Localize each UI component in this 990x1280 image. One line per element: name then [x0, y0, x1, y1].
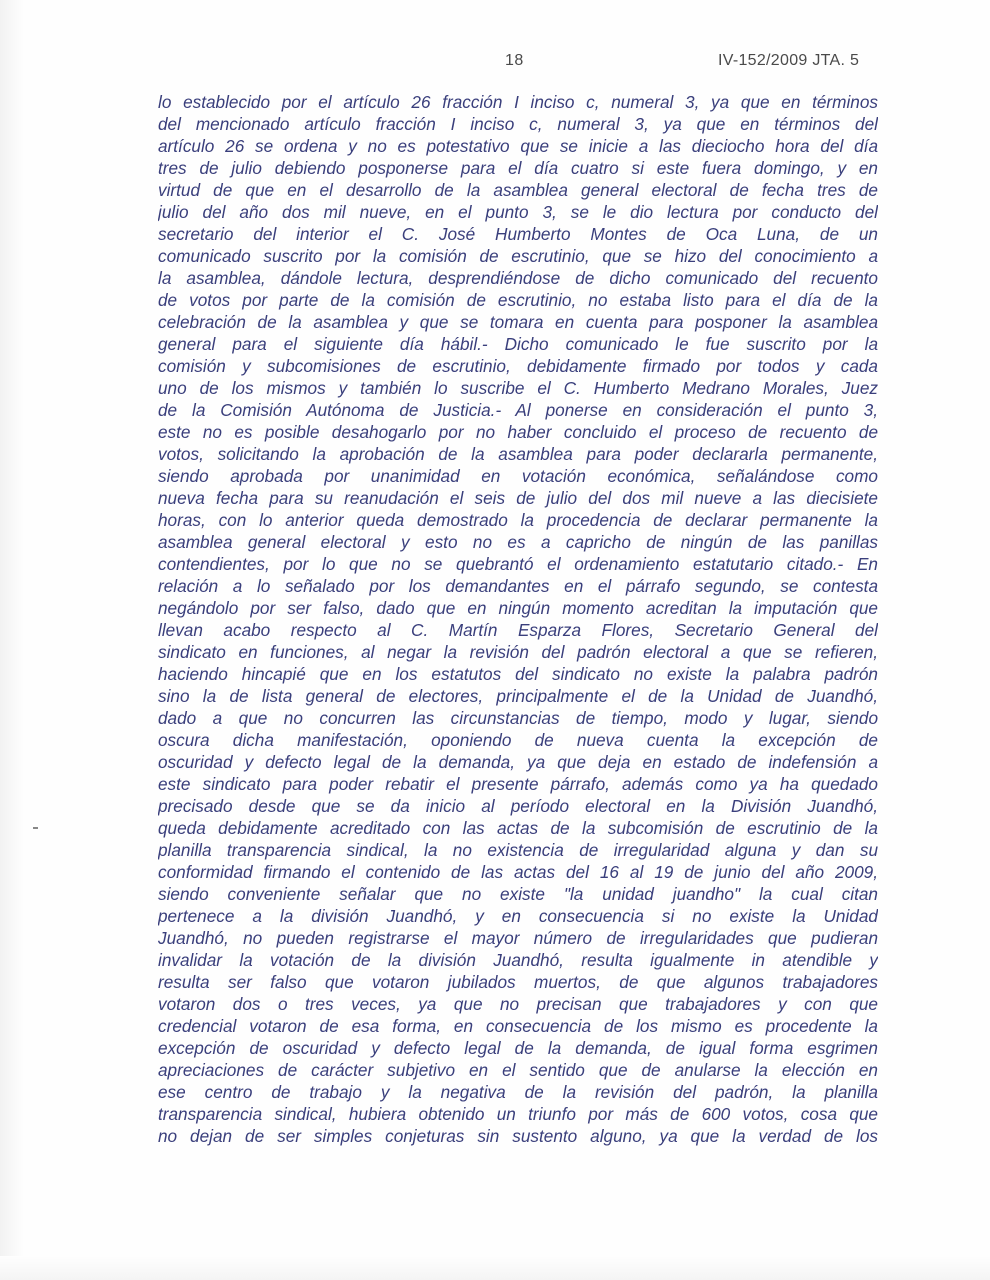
- case-number: IV-152/2009 JTA. 5: [718, 52, 860, 69]
- body-line: votos, solicitando la aprobación de la asamblea para poder declararla permanente,: [158, 444, 878, 464]
- scan-bottom-edge: [0, 1256, 990, 1280]
- body-line: la asamblea, dándole lectura, desprendiéndose de dicho comunicado del recuento: [158, 268, 878, 288]
- body-line: conformidad firmando el contenido de las actas del 16 al 19 de junio del año 2009,: [158, 862, 878, 882]
- body-line: oscuridad y defecto legal de la demanda, ya que deja en estado de indefensión a: [158, 752, 878, 772]
- body-line: oscura dicha manifestación, oponiendo de nueva cuenta la excepción de: [158, 730, 878, 750]
- body-line: siendo conveniente señalar que no existe "la unidad juandho" la cual citan: [158, 884, 878, 904]
- body-line: credencial votaron de esa forma, en consecuencia de los mismo es procedente la: [158, 1016, 878, 1036]
- page-number: 18: [505, 52, 524, 69]
- body-line: planilla transparencia sindical, la no existencia de irregularidad alguna y dan su: [158, 840, 878, 860]
- body-line: de votos por parte de la comisión de escrutinio, no estaba listo para el día de la: [158, 290, 878, 310]
- body-line: transparencia sindical, hubiera obtenido un triunfo por más de 600 votos, cosa que: [158, 1104, 878, 1124]
- body-line: apreciaciones de carácter subjetivo en el sentido que de anularse la elección en: [158, 1060, 878, 1080]
- scan-speck: [33, 827, 38, 829]
- body-line: del mencionado artículo fracción I inciso c, numeral 3, ya que en términos del: [158, 114, 878, 134]
- body-line: este no es posible desahogarlo por no haber concluido el proceso de recuento de: [158, 422, 878, 442]
- body-line: votaron dos o tres veces, ya que no precisan que trabajadores y con que: [158, 994, 878, 1014]
- body-line: general para el siguiente día hábil.- Dicho comunicado le fue suscrito por la: [158, 334, 878, 354]
- body-line: queda debidamente acreditado con las actas de la subcomisión de escrutinio de la: [158, 818, 878, 838]
- body-line: tres de julio debiendo posponerse para el día cuatro si este fuera domingo, y en: [158, 158, 878, 178]
- body-line: horas, con lo anterior queda demostrado la procedencia de declarar permanente la: [158, 510, 878, 530]
- body-line: negándolo por ser falso, dado que en ningún momento acreditan la imputación que: [158, 598, 878, 618]
- body-line: comisión y subcomisiones de escrutinio, debidamente firmado por todos y cada: [158, 356, 878, 376]
- body-line: pertenece a la división Juandhó, y en consecuencia si no existe la Unidad: [158, 906, 878, 926]
- body-line: comunicado suscrito por la comisión de escrutinio, que se hizo del conocimiento a: [158, 246, 878, 266]
- body-line: contendientes, por lo que no se quebrantó el ordenamiento estatutario citado.- En: [158, 554, 878, 574]
- body-line: sino la de lista general de electores, principalmente el de la Unidad de Juandhó,: [158, 686, 878, 706]
- body-line: relación a lo señalado por los demandantes en el párrafo segundo, se contesta: [158, 576, 878, 596]
- body-line: no dejan de ser simples conjeturas sin sustento alguno, ya que la verdad de los: [158, 1126, 878, 1146]
- body-line: este sindicato para poder rebatir el presente párrafo, además como ya ha quedado: [158, 774, 878, 794]
- body-paragraph: [158, 91, 878, 1147]
- body-line: invalidar la votación de la división Juandhó, resulta igualmente in atendible y: [158, 950, 878, 970]
- body-line: siendo aprobada por unanimidad en votación económica, señalándose como: [158, 466, 878, 486]
- body-line: asamblea general electoral y esto no es a capricho de ningún de las panillas: [158, 532, 878, 552]
- body-line: de la Comisión Autónoma de Justicia.- Al ponerse en consideración el punto 3,: [158, 400, 878, 420]
- body-line: ese centro de trabajo y la negativa de la revisión del padrón, la planilla: [158, 1082, 878, 1102]
- body-line: llevan acabo respecto al C. Martín Esparza Flores, Secretario General del: [158, 620, 878, 640]
- body-line: secretario del interior el C. José Humberto Montes de Oca Luna, de un: [158, 224, 878, 244]
- body-line: celebración de la asamblea y que se tomara en cuenta para posponer la asamblea: [158, 312, 878, 332]
- body-line: dado a que no concurren las circunstancias de tiempo, modo y lugar, siendo: [158, 708, 878, 728]
- body-line: resulta ser falso que votaron jubilados muertos, de que algunos trabajadores: [158, 972, 878, 992]
- body-line: haciendo hincapié que en los estatutos del sindicato no existe la palabra padrón: [158, 664, 878, 684]
- body-line: nueva fecha para su reanudación el seis de julio del dos mil nueve a las diecisiete: [158, 488, 878, 508]
- body-line: sindicato en funciones, al negar la revisión del padrón electoral a que se refieren,: [158, 642, 878, 662]
- body-line: artículo 26 se ordena y no es potestativo que se inicie a las dieciocho hora del día: [158, 136, 878, 156]
- scan-left-edge: [0, 0, 24, 1280]
- body-line: uno de los mismos y también lo suscribe el C. Humberto Medrano Morales, Juez: [158, 378, 878, 398]
- body-line: virtud de que en el desarrollo de la asamblea general electoral de fecha tres de: [158, 180, 878, 200]
- body-line: Juandhó, no pueden registrarse el mayor número de irregularidades que pudieran: [158, 928, 878, 948]
- body-line: julio del año dos mil nueve, en el punto 3, se le dio lectura por conducto del: [158, 202, 878, 222]
- body-line: precisado desde que se da inicio al período electoral en la División Juandhó,: [158, 796, 878, 816]
- body-line: lo establecido por el artículo 26 fracción I inciso c, numeral 3, ya que en términos: [158, 92, 878, 112]
- body-line: excepción de oscuridad y defecto legal de la demanda, de igual forma esgrimen: [158, 1038, 878, 1058]
